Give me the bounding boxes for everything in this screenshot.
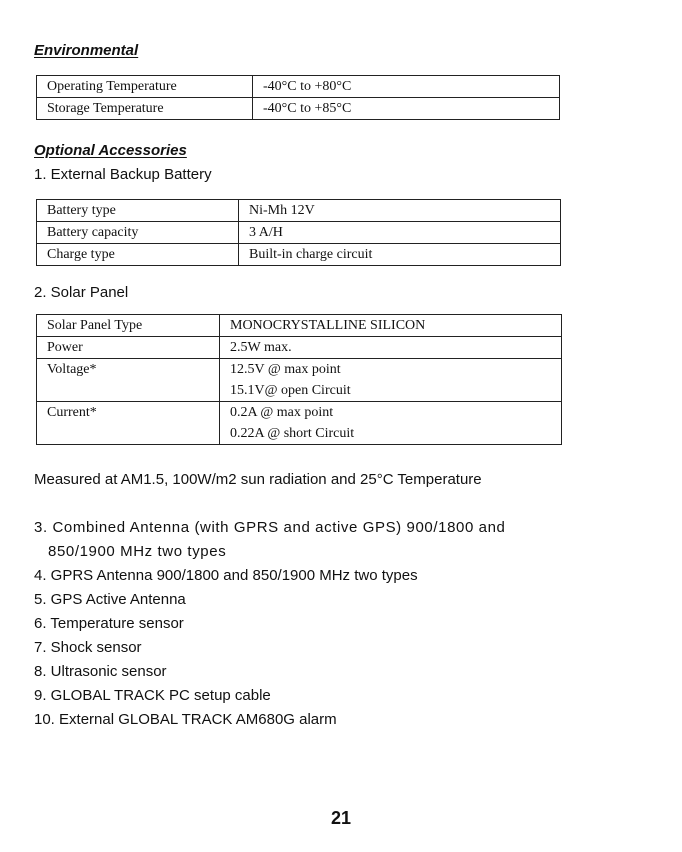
table-cell-label — [37, 402, 220, 445]
solar-title: 2. Solar Panel — [34, 284, 129, 301]
cell-line: 2.5W max. — [230, 340, 292, 355]
table-row — [37, 200, 561, 222]
table-cell-value — [220, 359, 562, 402]
list-item-text: 3. Combined Antenna (with GPRS and active GPS) 900/1800 and — [34, 519, 506, 536]
table-row — [37, 359, 562, 402]
table-row — [37, 337, 562, 359]
accessories-heading: Optional Accessories — [34, 142, 187, 159]
table-cell-value: Ni-Mh 12V — [239, 200, 561, 222]
cell-line: Voltage* — [47, 362, 97, 377]
table-cell-label: Battery type — [37, 200, 239, 222]
table-cell-label: Battery capacity — [37, 222, 239, 244]
table-row — [37, 315, 562, 337]
table-cell-label: Charge type — [37, 244, 239, 266]
list-item: 5. GPS Active Antenna — [34, 591, 186, 608]
table-cell-label: Operating Temperature — [37, 76, 253, 98]
table-cell-value: 3 A/H — [239, 222, 561, 244]
page-number: 21 — [330, 808, 352, 828]
list-item — [34, 516, 674, 564]
cell-line: 0.2A @ max point — [230, 405, 334, 420]
list-item: 6. Temperature sensor — [34, 615, 184, 632]
environmental-table — [36, 75, 560, 120]
table-cell-label: Solar Panel Type — [37, 315, 220, 337]
list-item: 8. Ultrasonic sensor — [34, 663, 167, 680]
table-cell-value: Built-in charge circuit — [239, 244, 561, 266]
table-row — [37, 244, 561, 266]
table-cell-value — [220, 315, 562, 337]
table-cell-value — [220, 337, 562, 359]
table-cell-value — [220, 402, 562, 445]
accessories-list — [34, 516, 674, 732]
solar-measurement-note: Measured at AM1.5, 100W/m2 sun radiation and 25°C Temperature — [34, 471, 482, 488]
table-cell-value: -40°C to +85°C — [253, 98, 560, 120]
table-row — [37, 402, 562, 445]
table-cell-label: Storage Temperature — [37, 98, 253, 120]
environmental-heading: Environmental — [34, 42, 139, 59]
list-item: 4. GPRS Antenna 900/1800 and 850/1900 MHz two types — [34, 567, 418, 584]
list-item: 7. Shock sensor — [34, 639, 142, 656]
table-row — [37, 222, 561, 244]
cell-line: 15.1V@ open Circuit — [230, 383, 351, 398]
solar-table — [36, 314, 562, 445]
table-cell-label — [37, 359, 220, 402]
battery-title: 1. External Backup Battery — [34, 166, 212, 183]
cell-line: 12.5V @ max point — [230, 362, 341, 377]
cell-line: MONOCRYSTALLINE SILICON — [230, 318, 426, 333]
cell-line: Current* — [47, 405, 97, 420]
table-cell-value: -40°C to +80°C — [253, 76, 560, 98]
list-item: 9. GLOBAL TRACK PC setup cable — [34, 687, 271, 704]
list-item: 10. External GLOBAL TRACK AM680G alarm — [34, 711, 337, 728]
list-item-text-continued: 850/1900 MHz two types — [48, 543, 227, 560]
table-row — [37, 76, 560, 98]
cell-line: 0.22A @ short Circuit — [230, 426, 355, 441]
battery-table — [36, 199, 561, 266]
table-cell-label: Power — [37, 337, 220, 359]
table-row — [37, 98, 560, 120]
